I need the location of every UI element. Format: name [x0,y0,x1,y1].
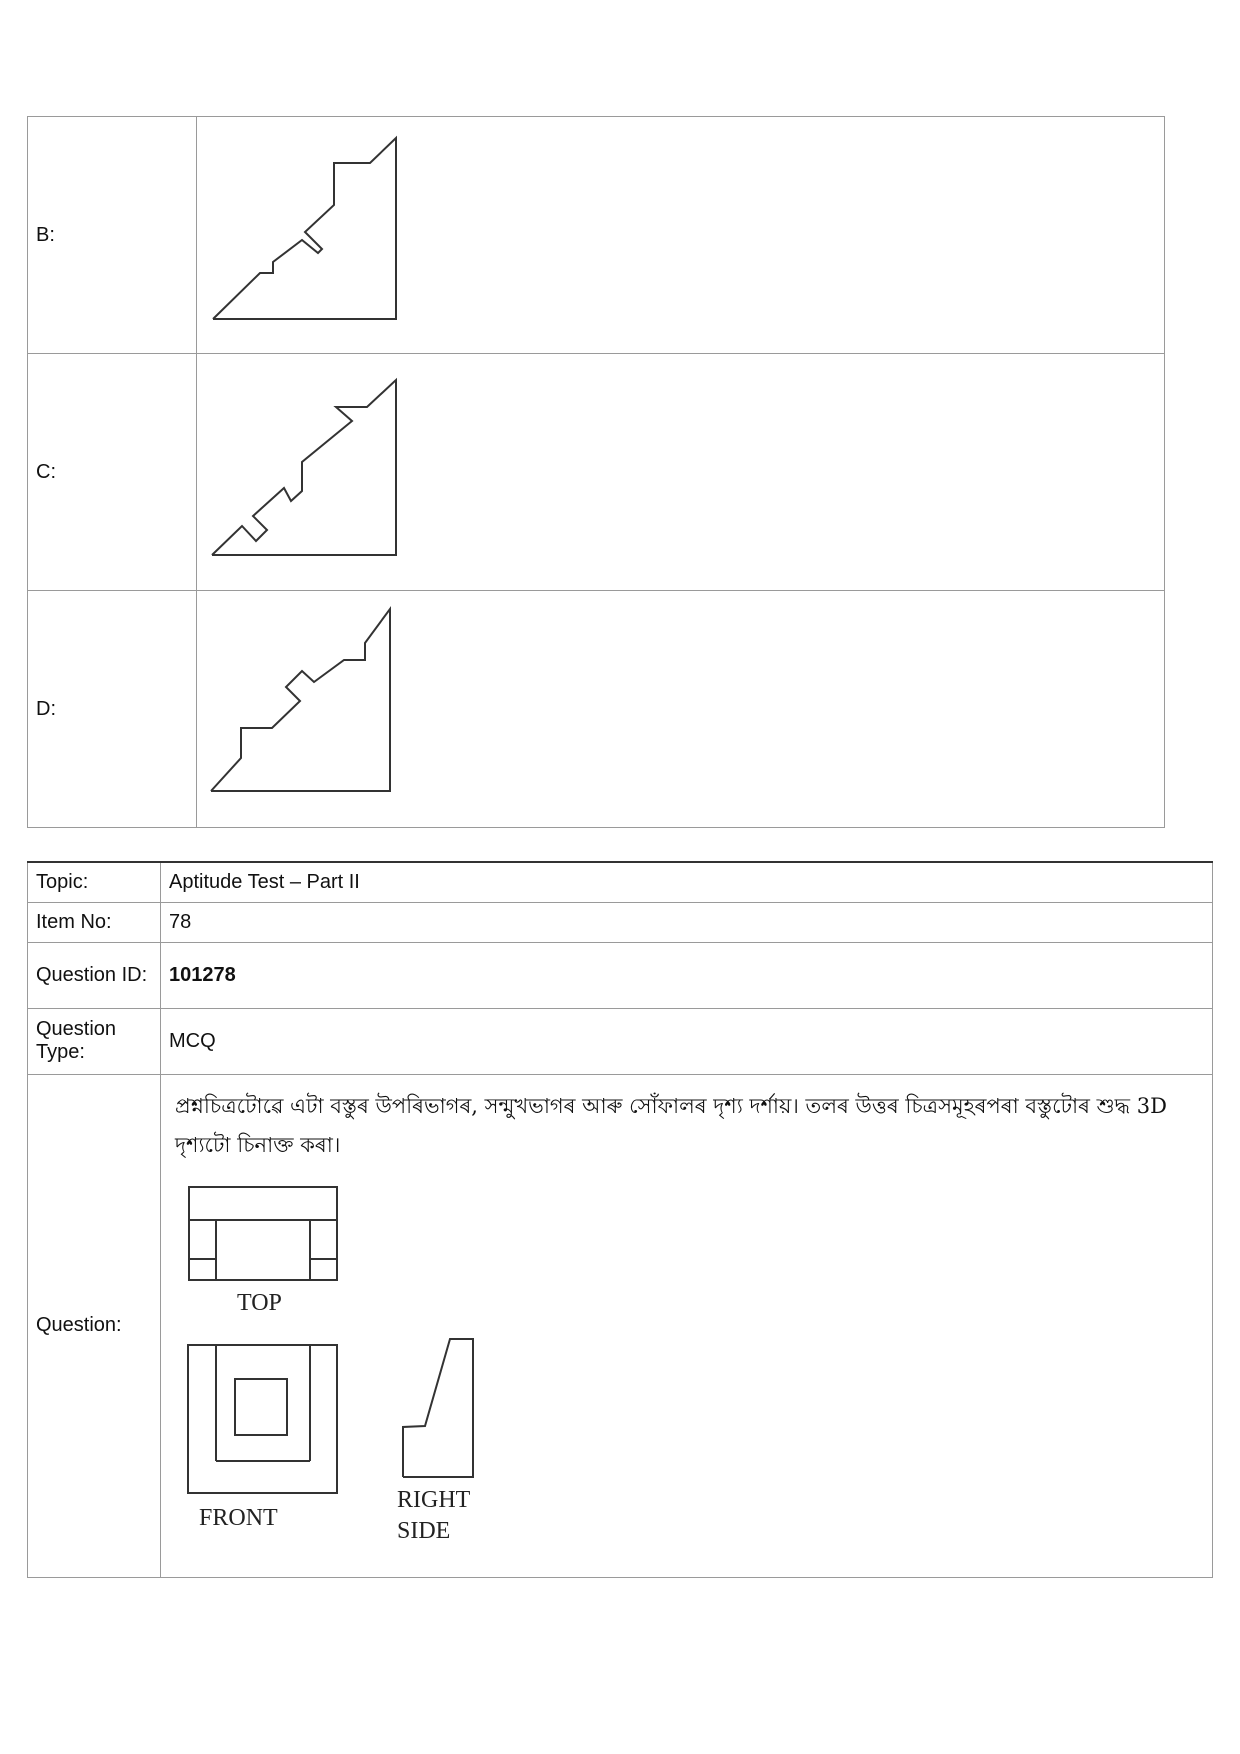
topic-key: Topic: [28,862,161,902]
option-b-figure [197,120,497,345]
topic-value: Aptitude Test – Part II [161,862,1213,902]
option-row-b [28,117,1165,354]
option-label: C: [28,354,197,591]
option-row-d [28,591,1165,828]
option-d-figure [197,594,497,819]
option-figure-cell [197,117,1165,354]
question-info-table [27,861,1213,1578]
question-body [161,1074,1213,1577]
item-key: Item No: [28,902,161,942]
options-table [27,116,1165,828]
option-label: B: [28,117,197,354]
top-view [189,1187,337,1280]
item-value: 78 [161,902,1213,942]
question-text: প্ৰশ্নচিত্ৰটোৱে এটা বস্তুৰ উপৰিভাগৰ, সন্মুখভাগৰ আৰু সোঁফালৰ দৃশ্য দৰ্শায়। তলৰ উত্তৰ চিত্ৰসমূহৰপৰা বস্তুটোৰ শুদ্ধ 3D দৃশ্যটো চিনাক্ত কৰা। [175,1093,1167,1157]
info-row-qtype [28,1008,1213,1074]
option-label: D: [28,591,197,828]
front-view [188,1345,337,1493]
info-row-topic [28,862,1213,902]
info-row-question [28,1074,1213,1577]
top-view-label: TOP [237,1289,282,1316]
option-figure-cell [197,591,1165,828]
option-c-figure [197,357,497,582]
question-key: Question: [28,1074,161,1577]
right-side-label-line2: SIDE [397,1517,451,1544]
front-view-label: FRONT [199,1504,278,1531]
question-type-value: MCQ [161,1008,1213,1074]
right-side-label-line1: RIGHT [397,1486,471,1513]
info-row-item [28,902,1213,942]
right-side-view [403,1339,473,1477]
orthographic-views-figure [169,1177,509,1565]
info-row-qid [28,942,1213,1008]
question-id-key: Question ID: [28,942,161,1008]
question-type-key: Question Type: [28,1008,161,1074]
question-id-value: 101278 [161,942,1213,1008]
option-figure-cell [197,354,1165,591]
option-row-c [28,354,1165,591]
